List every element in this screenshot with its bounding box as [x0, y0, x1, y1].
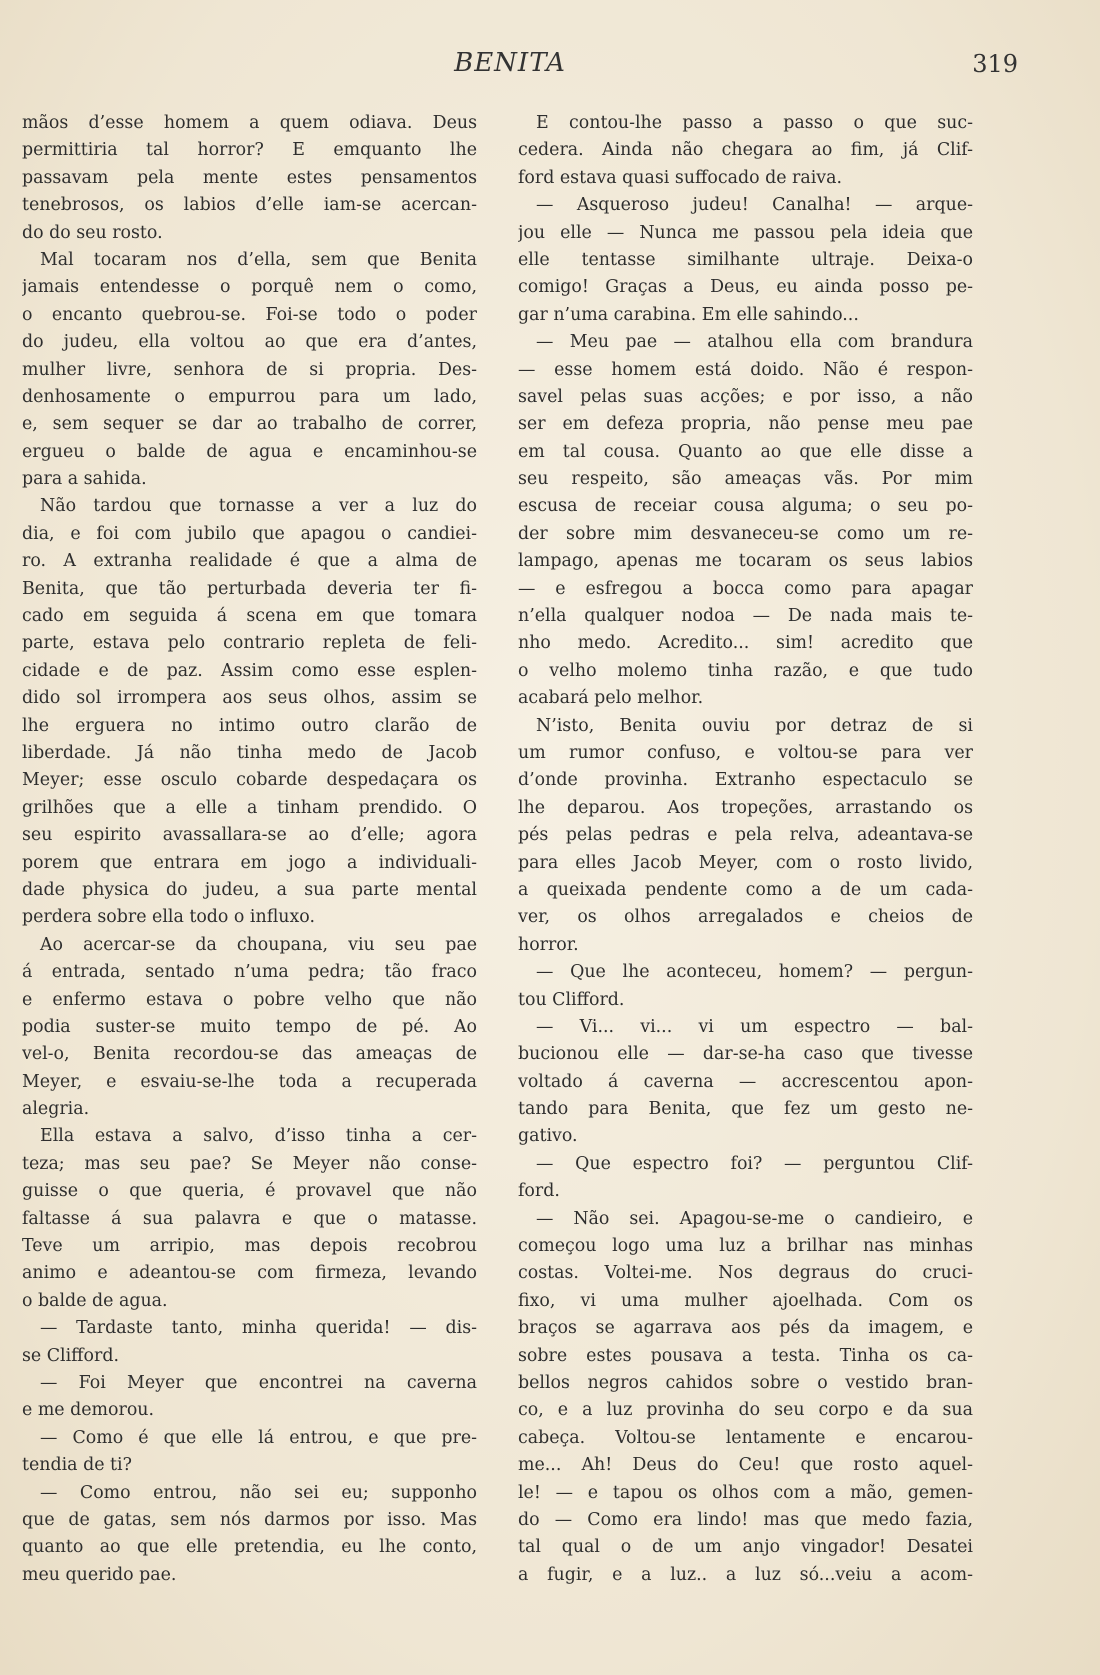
text-line: e me demorou. [22, 1400, 155, 1421]
text-line: Benita, que tão perturbada deveria ter fi- [22, 578, 477, 599]
text-line: jou elle — Nunca me passou pela ideia que [518, 222, 973, 243]
text-line: passavam pela mente estes pensamentos [22, 167, 477, 188]
text-line: tou Clifford. [518, 989, 625, 1010]
text-line: ford estava quasi suffocado de raiva. [518, 167, 842, 188]
text-line: — Tardaste tanto, minha querida! — dis- [40, 1318, 477, 1339]
text-line: o balde de agua. [22, 1290, 168, 1311]
text-line: — Asqueroso judeu! Canalha! — arque- [536, 195, 973, 216]
text-line: animo e adeantou-se com firmeza, levando [22, 1263, 477, 1284]
text-line: seu respeito, são ameaças vãs. Por mim [518, 469, 973, 490]
text-line: co, e a luz provinha do seu corpo e da sua [518, 1400, 973, 1421]
text-line: e enfermo estava o pobre velho que não [22, 989, 477, 1010]
text-line: — Foi Meyer que encontrei na caverna [40, 1372, 477, 1393]
text-line: grilhões que a elle a tinham prendido. O [22, 797, 477, 818]
text-line: Mal tocaram nos d’ella, sem que Benita [40, 249, 477, 270]
text-line: jamais entendesse o porquê nem o como, [22, 277, 477, 298]
text-line: lhe deparou. Aos tropeções, arrastando os [518, 797, 973, 818]
text-line: Não tardou que tornasse a ver a luz do [40, 496, 477, 517]
text-line: — Não sei. Apagou-se-me o candieiro, e [536, 1208, 973, 1229]
right-text-column [518, 110, 973, 1589]
text-line: permittiria tal horror? E emquanto lhe [22, 140, 477, 161]
text-line: Ella estava a salvo, d’isso tinha a cer- [40, 1126, 477, 1147]
text-line: nho medo. Acredito... sim! acredito que [518, 633, 973, 654]
page-header [0, 40, 1100, 80]
text-line: — Que lhe aconteceu, homem? — pergun- [536, 962, 973, 983]
text-line: porem que entrara em jogo a individuali- [22, 852, 477, 873]
text-line: para elles Jacob Meyer, com o rosto livido, [518, 852, 973, 873]
text-line: escusa de receiar cousa alguma; o seu po- [518, 496, 973, 517]
text-line: gativo. [518, 1126, 578, 1147]
text-line: lampago, apenas me tocaram os seus labios [518, 551, 973, 572]
text-line: dade physica do judeu, a sua parte mental [22, 879, 477, 900]
text-line: — Como é que elle lá entrou, e que pre- [40, 1427, 477, 1448]
text-line: liberdade. Já não tinha medo de Jacob [22, 742, 477, 763]
text-line: ser em defeza propria, não pense meu pae [518, 414, 973, 435]
text-line: Ao acercar-se da choupana, viu seu pae [40, 934, 477, 955]
text-line: do — Como era lindo! mas que medo fazia, [518, 1509, 973, 1530]
text-line: comigo! Graças a Deus, eu ainda posso pe- [518, 277, 973, 298]
text-line: meu querido pae. [22, 1564, 177, 1585]
running-title: BENITA [454, 48, 566, 78]
text-line: tendia de ti? [22, 1455, 132, 1476]
text-line: alegria. [22, 1099, 90, 1120]
left-text-column [22, 110, 477, 1589]
text-line: parte, estava pelo contrario repleta de feli- [22, 633, 477, 654]
text-line: faltasse á sua palavra e que o matasse. [22, 1208, 477, 1229]
text-line: mãos d’esse homem a quem odiava. Deus [22, 113, 477, 133]
text-line: Meyer; esse osculo cobarde despedaçara os [22, 770, 477, 791]
text-line: sobre estes pousava a testa. Tinha os ca- [518, 1345, 973, 1366]
text-line: ergueu o balde de agua e encaminhou-se [22, 441, 477, 462]
text-line: mulher livre, senhora de si propria. Des- [22, 359, 477, 380]
text-line: savel pelas suas acções; e por isso, a não [518, 386, 973, 407]
text-line: pés pelas pedras e pela relva, adeantava-se [518, 825, 973, 846]
text-line: denhosamente o empurrou para um lado, [22, 386, 477, 407]
text-line: podia suster-se muito tempo de pé. Ao [22, 1016, 477, 1037]
text-line: que de gatas, sem nós darmos por isso. Mas [22, 1509, 477, 1530]
text-line: voltado á caverna — accrescentou apon- [518, 1071, 973, 1092]
text-line: para a sahida. [22, 469, 147, 490]
text-line: le! — e tapou os olhos com a mão, gemen- [518, 1482, 973, 1503]
text-line: der sobre mim desvaneceu-se como um re- [518, 523, 973, 544]
text-line: tenebrosos, os labios d’elle iam-se acercan- [22, 195, 477, 216]
text-line: teza; mas seu pae? Se Meyer não conse- [22, 1153, 477, 1174]
text-line: guisse o que queria, é provavel que não [22, 1181, 477, 1202]
text-line: a queixada pendente como a de um cada- [518, 879, 973, 900]
text-line: e, sem sequer se dar ao trabalho de correr, [22, 414, 477, 435]
text-line: horror. [518, 934, 579, 955]
text-line: elle tentasse similhante ultraje. Deixa-o [518, 249, 973, 270]
text-line: cabeça. Voltou-se lentamente e encarou- [518, 1427, 973, 1448]
text-line: se Clifford. [22, 1345, 119, 1366]
text-line: N’isto, Benita ouviu por detraz de si [536, 715, 973, 736]
text-line: ro. A extranha realidade é que a alma de [22, 551, 477, 572]
text-line: dia, e foi com jubilo que apagou o candiei- [22, 523, 477, 544]
text-line: — Vi... vi... vi um espectro — bal- [536, 1016, 973, 1037]
text-line: o velho molemo tinha razão, e que tudo [518, 660, 973, 681]
text-line: — e esfregou a bocca como para apagar [518, 578, 973, 599]
text-line: costas. Voltei-me. Nos degraus do cruci- [518, 1263, 973, 1284]
text-line: em tal cousa. Quanto ao que elle disse a [518, 441, 973, 462]
text-line: E contou-lhe passo a passo o que suc- [536, 113, 973, 133]
page-number: 319 [972, 50, 1018, 78]
text-line: do judeu, ella voltou ao que era d’antes, [22, 332, 477, 353]
text-line: ver, os olhos arregalados e cheios de [518, 907, 973, 928]
text-line: ford. [518, 1181, 560, 1202]
text-line: bucionou elle — dar-se-ha caso que tivesse [518, 1044, 973, 1065]
text-line: começou logo uma luz a brilhar nas minhas [518, 1236, 973, 1257]
text-line: do do seu rosto. [22, 222, 163, 243]
text-line: cedera. Ainda não chegara ao fim, já Clif- [518, 140, 973, 161]
text-line: tando para Benita, que fez um gesto ne- [518, 1099, 973, 1120]
text-line: n’ella qualquer nodoa — De nada mais te- [518, 606, 973, 627]
text-line: lhe erguera no intimo outro clarão de [22, 715, 477, 736]
text-line: bellos negros cahidos sobre o vestido bran- [518, 1372, 973, 1393]
text-line: braços se agarrava aos pés da imagem, e [518, 1318, 973, 1339]
text-line: seu espirito avassallara-se ao d’elle; agora [22, 825, 477, 846]
text-line: — Que espectro foi? — perguntou Clif- [536, 1153, 973, 1174]
text-line: Teve um arripio, mas depois recobrou [22, 1236, 477, 1257]
text-line: gar n’uma carabina. Em elle sahindo... [518, 304, 859, 325]
text-line: a fugir, e a luz.. a luz só...veiu a acom- [518, 1564, 973, 1585]
text-line: dido sol irrompera aos seus olhos, assim se [22, 688, 477, 709]
text-line: cado em seguida á scena em que tomara [22, 606, 477, 627]
text-line: d’onde provinha. Extranho espectaculo se [518, 770, 973, 791]
text-line: vel-o, Benita recordou-se das ameaças de [22, 1044, 477, 1065]
text-line: á entrada, sentado n’uma pedra; tão fraco [22, 962, 477, 983]
text-line: acabará pelo melhor. [518, 688, 704, 709]
text-line: Meyer, e esvaiu-se-lhe toda a recuperada [22, 1071, 477, 1092]
text-line: perdera sobre ella todo o influxo. [22, 907, 315, 928]
text-line: quanto ao que elle pretendia, eu lhe conto, [22, 1537, 477, 1558]
text-line: — esse homem está doido. Não é respon- [518, 359, 973, 380]
text-line: um rumor confuso, e voltou-se para ver [518, 742, 973, 763]
text-line: fixo, vi uma mulher ajoelhada. Com os [518, 1290, 973, 1311]
text-line: — Como entrou, não sei eu; supponho [40, 1482, 477, 1503]
text-line: — Meu pae — atalhou ella com brandura [536, 332, 973, 353]
text-line: o encanto quebrou-se. Foi-se todo o poder [22, 304, 477, 325]
text-line: tal qual o de um anjo vingador! Desatei [518, 1537, 973, 1558]
text-line: cidade e de paz. Assim como esse esplen- [22, 660, 477, 681]
text-line: me... Ah! Deus do Ceu! que rosto aquel- [518, 1455, 973, 1476]
